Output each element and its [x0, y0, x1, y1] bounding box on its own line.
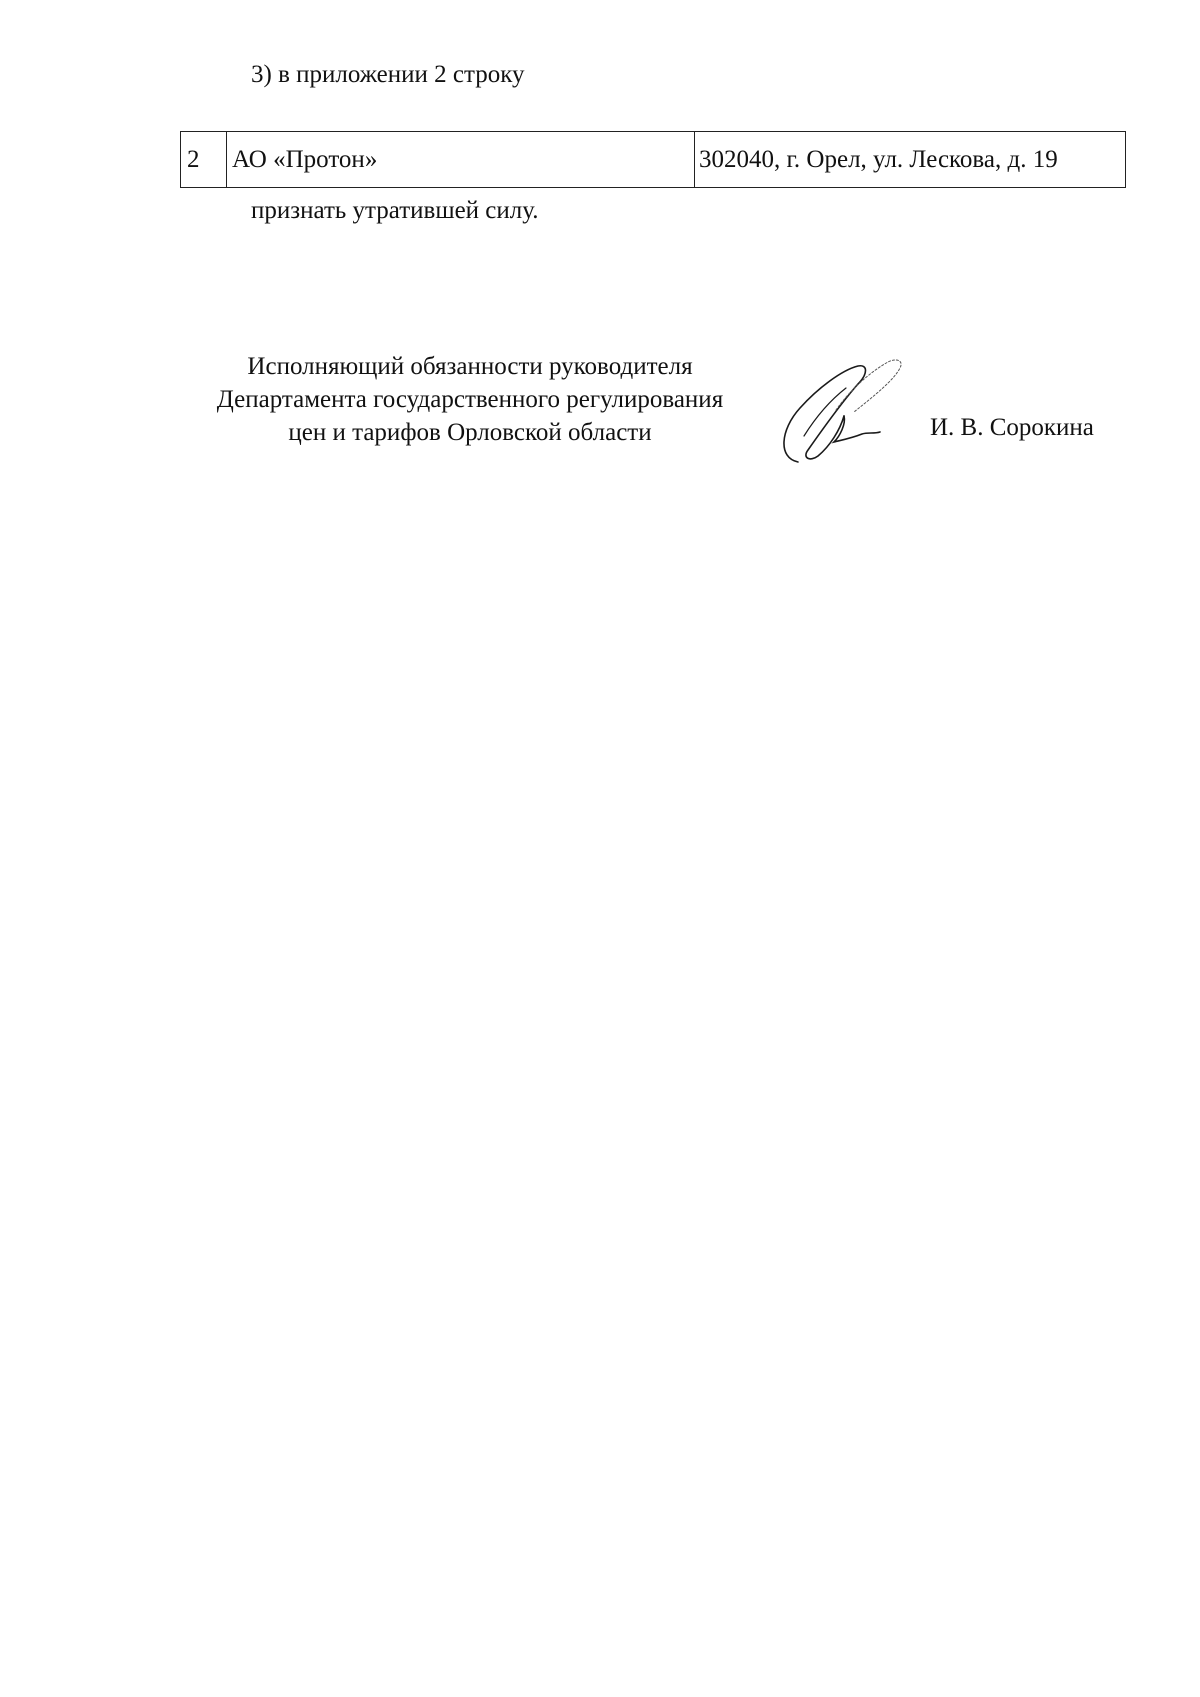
position-line-3: цен и тарифов Орловской области: [288, 419, 652, 446]
invalidation-line: признать утратившей силу.: [251, 197, 539, 224]
row-name-cell: АО «Протон»: [227, 132, 695, 188]
handwritten-signature: [770, 350, 940, 470]
intro-line: 3) в приложении 2 строку: [251, 61, 525, 88]
position-line-2: Департамента государственного регулирования: [216, 386, 724, 413]
table-row: [181, 132, 1126, 188]
row-number-cell: 2: [181, 132, 227, 188]
signatory-position: [170, 350, 770, 449]
row-address-cell: 302040, г. Орел, ул. Лескова, д. 19: [695, 132, 1126, 188]
position-line-1: Исполняющий обязанности руководителя: [247, 353, 693, 380]
signer-name: И. В. Сорокина: [930, 414, 1094, 441]
appendix-row-table: [180, 131, 1126, 188]
